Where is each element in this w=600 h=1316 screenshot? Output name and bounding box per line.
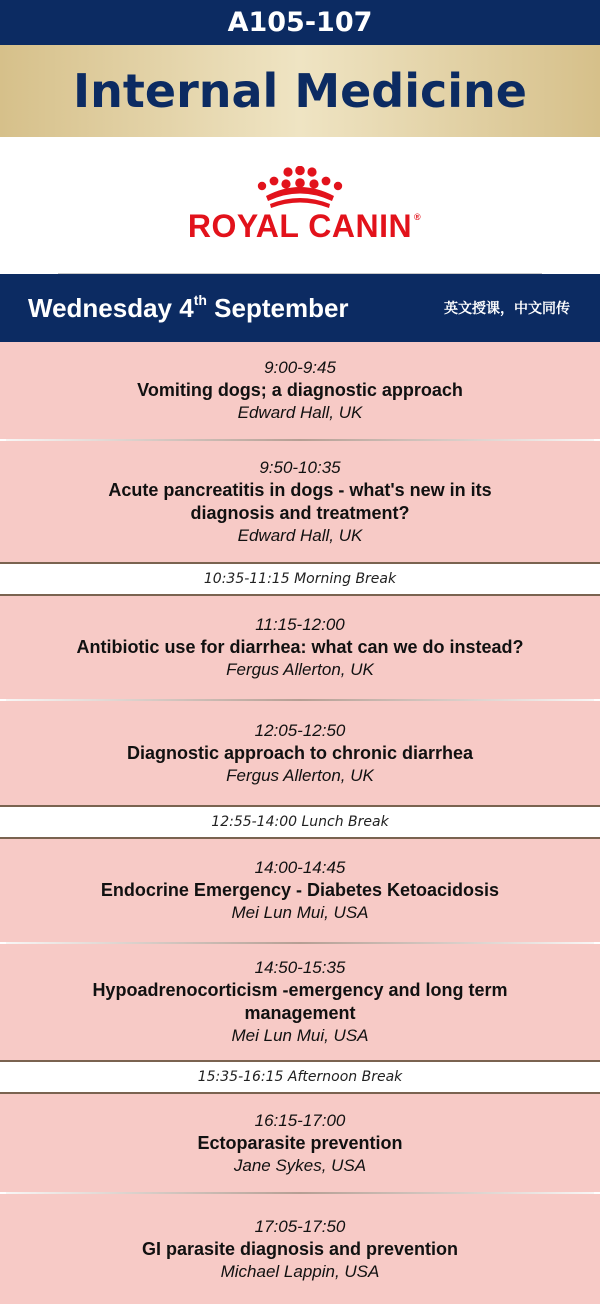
track-header — [0, 45, 600, 137]
session-speaker: Michael Lappin, USA — [220, 1261, 380, 1281]
session-title-line-2: diagnosis and treatment? — [190, 502, 410, 523]
session-time: 17:05-17:50 — [254, 1216, 346, 1236]
session-time: 9:00-9:45 — [264, 358, 336, 377]
session-speaker: Mei Lun Mui, USA — [231, 1026, 369, 1045]
session-title: Ectoparasite prevention — [197, 1132, 403, 1153]
month: September — [214, 292, 349, 323]
day-header — [0, 274, 600, 342]
session-speaker: Edward Hall, UK — [237, 525, 363, 545]
session-title: Endocrine Emergency - Diabetes Ketoacidosis — [100, 880, 500, 900]
room-label: A105-107 — [227, 7, 373, 38]
weekday: Wednesday — [28, 292, 173, 323]
session-time: 14:50-15:35 — [254, 958, 346, 977]
morning-break — [0, 562, 600, 596]
session-7 — [0, 1094, 600, 1192]
session-speaker: Fergus Allerton, UK — [226, 660, 374, 679]
day-title — [28, 293, 349, 324]
session-speaker: Jane Sykes, USA — [233, 1155, 367, 1175]
session-6 — [0, 944, 600, 1060]
session-speaker: Fergus Allerton, UK — [226, 765, 374, 785]
session-speaker: Mei Lun Mui, USA — [231, 903, 369, 922]
room-header — [0, 0, 600, 45]
session-speaker: Edward Hall, UK — [237, 403, 363, 422]
break-label: 12:55-14:00 Lunch Break — [211, 814, 389, 830]
date-number: 4 — [179, 292, 194, 323]
logo-brand-text: ROYAL CANIN — [187, 207, 413, 244]
session-title-line-1: Acute pancreatitis in dogs - what's new in its — [108, 479, 492, 500]
registered-mark: ® — [413, 211, 422, 222]
session-8 — [0, 1194, 600, 1304]
session-title: Diagnostic approach to chronic diarrhea — [126, 742, 474, 763]
session-time: 9:50-10:35 — [259, 457, 341, 477]
track-title: Internal Medicine — [73, 64, 527, 118]
break-label: 10:35-11:15 Morning Break — [203, 571, 397, 587]
session-title: GI parasite diagnosis and prevention — [141, 1238, 459, 1259]
language-note: 英文授课，中文同传 — [444, 301, 570, 317]
session-4 — [0, 701, 600, 805]
session-time: 11:15-12:00 — [255, 615, 345, 634]
date-ordinal: th — [193, 291, 207, 308]
session-title: Vomiting dogs; a diagnostic approach — [137, 380, 463, 400]
sponsor-logo — [0, 137, 600, 273]
session-title-line-1: Hypoadrenocorticism -emergency and long term — [92, 980, 508, 1000]
session-1 — [0, 342, 600, 439]
session-time: 16:15-17:00 — [254, 1110, 346, 1130]
logo-wordmark — [187, 207, 422, 245]
session-time: 12:05-12:50 — [254, 720, 346, 740]
session-title-line-2: management — [244, 1003, 356, 1023]
session-3 — [0, 596, 600, 699]
lunch-break — [0, 805, 600, 839]
session-title: Antibiotic use for diarrhea: what can we do instead? — [76, 637, 524, 657]
break-label: 15:35-16:15 Afternoon Break — [197, 1069, 403, 1085]
afternoon-break — [0, 1060, 600, 1094]
session-2 — [0, 441, 600, 562]
session-time: 14:00-14:45 — [254, 858, 346, 877]
crown-icon — [252, 166, 348, 210]
session-5 — [0, 839, 600, 942]
